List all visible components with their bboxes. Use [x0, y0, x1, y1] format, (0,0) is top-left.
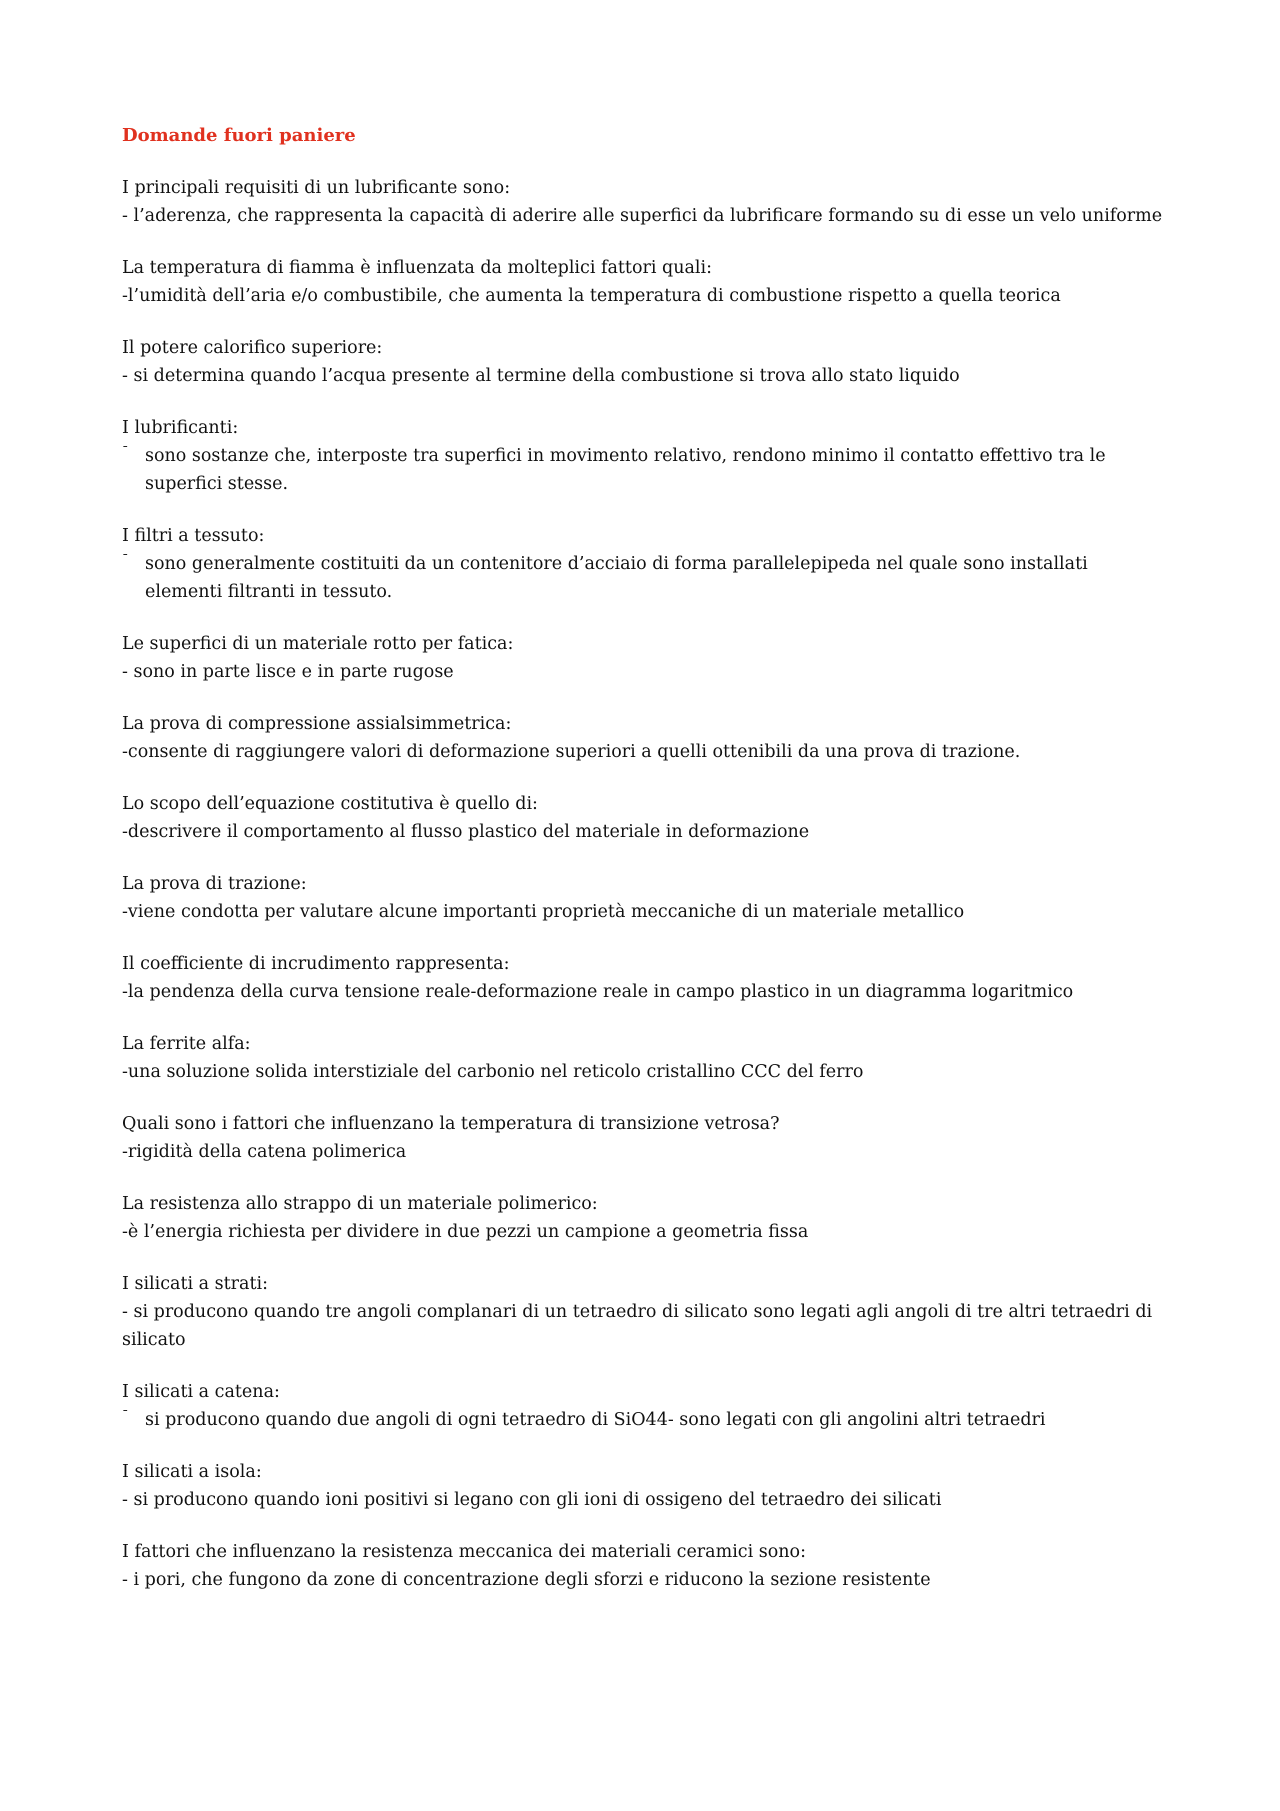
- qa-item: [122, 1190, 1167, 1246]
- qa-item: [122, 414, 1167, 498]
- qa-item: [122, 522, 1167, 606]
- question-text: La prova di compressione assialsimmetrica:: [122, 714, 512, 734]
- document-page: [122, 122, 1167, 1618]
- bulleted-answer: [122, 550, 1167, 606]
- answer-text: - i pori, che fungono da zone di concentrazione degli sforzi e riducono la sezione resistente: [122, 1570, 931, 1590]
- bullet-mark: ¯: [122, 445, 129, 460]
- bulleted-answer: [122, 442, 1167, 498]
- answer-text: -consente di raggiungere valori di deformazione superiori a quelli ottenibili da una prova di trazione.: [122, 742, 1021, 762]
- answer-text: -l’umidità dell’aria e/o combustibile, che aumenta la temperatura di combustione rispetto a quella teorica: [122, 286, 1061, 306]
- qa-item: [122, 1538, 1167, 1594]
- answer-text: - si producono quando ioni positivi si legano con gli ioni di ossigeno del tetraedro dei silicati: [122, 1490, 942, 1510]
- qa-item: [122, 1270, 1167, 1354]
- qa-item: [122, 950, 1167, 1006]
- question-text: La resistenza allo strappo di un materiale polimerico:: [122, 1194, 598, 1214]
- question-text: La prova di trazione:: [122, 874, 307, 894]
- answer-text: -descrivere il comportamento al flusso plastico del materiale in deformazione: [122, 822, 810, 842]
- bulleted-answer: [122, 1406, 1167, 1434]
- qa-item: [122, 1110, 1167, 1166]
- qa-item: [122, 1030, 1167, 1086]
- answer-text: - sono in parte lisce e in parte rugose: [122, 662, 454, 682]
- question-text: I lubrificanti:: [122, 418, 239, 438]
- question-text: Lo scopo dell’equazione costitutiva è quello di:: [122, 794, 538, 814]
- bullet-mark: ¯: [122, 553, 129, 568]
- answer-text: si producono quando due angoli di ogni tetraedro di SiO44- sono legati con gli angolini altri tetraedri: [145, 1410, 1046, 1430]
- answer-text: -viene condotta per valutare alcune importanti proprietà meccaniche di un materiale metallico: [122, 902, 965, 922]
- question-text: Il coefficiente di incrudimento rappresenta:: [122, 954, 510, 974]
- answer-text: -è l’energia richiesta per dividere in due pezzi un campione a geometria fissa: [122, 1222, 809, 1242]
- qa-item: [122, 1458, 1167, 1514]
- answer-text: - si producono quando tre angoli complanari di un tetraedro di silicato sono legati agli angoli di tre altri tetraedri di silicato: [122, 1302, 1153, 1350]
- qa-item: [122, 710, 1167, 766]
- question-text: Quali sono i fattori che influenzano la temperatura di transizione vetrosa?: [122, 1114, 780, 1134]
- bullet-mark: ¯: [122, 1409, 129, 1424]
- question-text: I silicati a strati:: [122, 1274, 269, 1294]
- question-text: La temperatura di fiamma è influenzata da molteplici fattori quali:: [122, 258, 713, 278]
- question-text: I silicati a isola:: [122, 1462, 262, 1482]
- question-text: I fattori che influenzano la resistenza meccanica dei materiali ceramici sono:: [122, 1542, 806, 1562]
- qa-item: [122, 334, 1167, 390]
- qa-item: [122, 1378, 1167, 1434]
- answer-text: - si determina quando l’acqua presente al termine della combustione si trova allo stato liquido: [122, 366, 960, 386]
- question-text: Il potere calorifico superiore:: [122, 338, 383, 358]
- question-text: La ferrite alfa:: [122, 1034, 251, 1054]
- question-text: I principali requisiti di un lubrificante sono:: [122, 178, 511, 198]
- answer-text: sono generalmente costituiti da un contenitore d’acciaio di forma parallelepipeda nel quale sono installati elementi filtranti in tessuto.: [145, 554, 1088, 602]
- answer-text: sono sostanze che, interposte tra superfici in movimento relativo, rendono minimo il contatto effettivo tra le superfici stesse.: [145, 446, 1106, 494]
- qa-item: [122, 174, 1167, 230]
- answer-text: -rigidità della catena polimerica: [122, 1142, 407, 1162]
- answer-text: - l’aderenza, che rappresenta la capacità di aderire alle superfici da lubrificare formando su di esse un velo uniforme: [122, 206, 1163, 226]
- question-text: Le superfici di un materiale rotto per fatica:: [122, 634, 514, 654]
- question-text: I silicati a catena:: [122, 1382, 280, 1402]
- qa-item: [122, 254, 1167, 310]
- answer-text: -una soluzione solida interstiziale del carbonio nel reticolo cristallino CCC del ferro: [122, 1062, 864, 1082]
- document-title: Domande fuori paniere: [122, 125, 356, 146]
- qa-item: [122, 790, 1167, 846]
- qa-item: [122, 870, 1167, 926]
- question-text: I filtri a tessuto:: [122, 526, 265, 546]
- qa-item: [122, 630, 1167, 686]
- answer-text: -la pendenza della curva tensione reale-deformazione reale in campo plastico in un diagramma logaritmico: [122, 982, 1074, 1002]
